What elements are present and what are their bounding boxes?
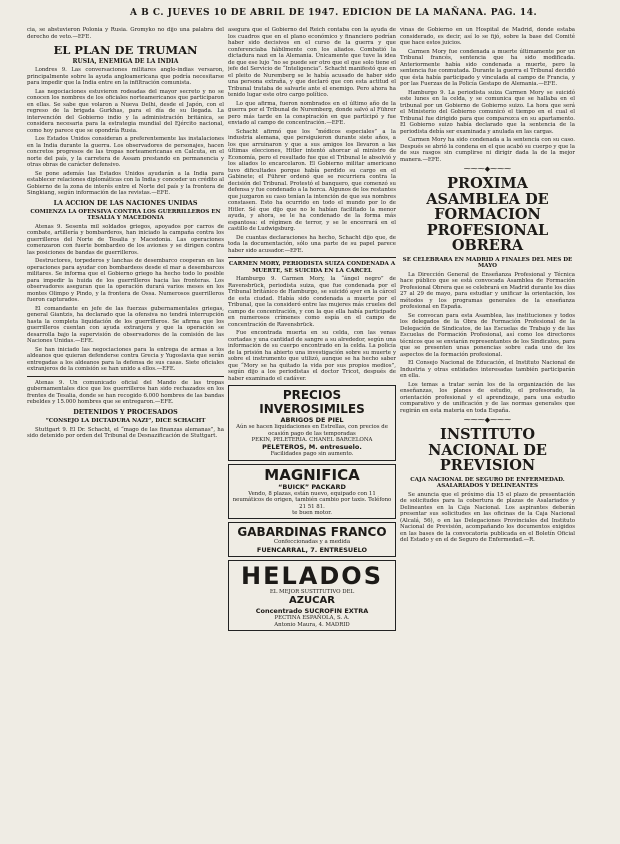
acc-paragraph: El comandante en jefe de las fuerzas gubernamentales griegas, general Giantzis, ha declarado que la ofensiva no tendrá interrupción hasta la completa liquidación de los guerrilleros. Se afirma que los guerrilleros cuentan con ayuda extranjera y que la operación se desarrolla bajo la supervisión de observadores de la comisión de las Naciones Unidas.—EFE. — [27, 305, 224, 345]
plan-paragraph: Londres 9. Las conversaciones militares anglo-indias versaron, principalmente sobre la ayuda angloamericana que podría necesitarse para impedir que la India entre en la infiltración comunista. — [27, 67, 224, 86]
ad-gabardinas-address: FUENCARRAL, 7. ENTRESUELO — [256, 546, 368, 555]
instituto-title: INSTITUTO NACIONAL DE PREVISION — [428, 426, 547, 475]
det-subtitle: “CONSEJO LA DICTADURA NAZI”, DICE SCHACHT — [45, 418, 206, 425]
plan-paragraph: Las negociaciones estuvieron rodeadas del mayor secreto y no se conocen los nombres de los oficiales norteamericanos que participaron en ellas. Se sabe que volaron a Nueva Delhi, desde el Japón, con el regreso de la brigada Gurkhas, para el día de su llegada. La intervención del Gobierno indio y la administración británica, se considera necesaria para la estrategia mundial del Ejército nacional, como hoy parece que se opondría Rusia. — [27, 88, 224, 134]
mory-paragraph: Hamburgo 9. Carmen Mory, la “ángel negro” de Ravensbrück, periodista suiza, que fue condenada por el Tribunal británico de Hamburgo, se suicidó ayer en la cárcel de esta ciudad. Había sido condenada a muerte por el Tribunal, que la consideró entre las mujeres más crueles del campo de concentración, y con la que ella había participado en numerosos crímenes como espía en el campo de concentración de Ravensbrück. — [228, 276, 396, 328]
acc-paragraph: Se han iniciado las negociaciones para la entrega de armas a los aldeanos que quieran defenderse contra Grecia y Yugoslavia que serán entregadas a los aldeanos para la defensa de sus casas. Siete oficiales extranjeros de la comisión se han unido a ellos.—EFE. — [27, 346, 224, 373]
ad-gabardinas — [228, 522, 396, 557]
plan-subtitle: RUSIA, ENEMIGA DE LA INDIA — [72, 58, 179, 65]
ad-precios-text2: PEKIN, PELETERIA. CHANEL BARCELONA — [251, 437, 373, 443]
ad-helados-sub: EL MEJOR SUSTITUTIVO DEL — [269, 589, 355, 596]
schacht-paragraph: Schacht afirmó que los “médicos especiales” a la industria alemana, que persiguieron durante siete años, a los que arruinaron y que a sus amigos los llevaron a las últimas elecciones, Hitler intentó ahorcar al ministro de Economía, pero el resultado fue que el Tribunal le absolvió y los aliados lo encarcelaron. El Gobierno militar americano tuvo dificultades porque había perdido su cargo en el Gabinete; el Führer ordenó que se recurriera contra la decisión del Tribunal. Protestó el banquero, que comenzó su defensa y fue condenado a la horca. Algunos de los restantes que juzgaron su caso tenían la intención de que sus nombres constasen. Esto ha ocurrido en todo el mundo por lo de Hitler. Sé que dijo que no le habían facilitado la menor ayuda, y ahora, se le ha condenado de la forma más espantosa: el régimen de terror, y se le encerrará en el castillo de Ludwigsburg. — [228, 128, 396, 232]
ornament-divider: ⁓⁓⁓◆⁓⁓⁓ — [463, 165, 512, 173]
divider — [27, 376, 224, 377]
page-header: A B C. JUEVES 10 DE ABRIL DE 1947. EDICION DE LA MAÑANA. PAG. 14. — [130, 8, 538, 18]
column-middle — [228, 27, 396, 837]
ad-helados-title: HELADOS — [241, 562, 383, 591]
asamblea-title: PROXIMA ASAMBLEA DE FORMACION PROFESIONAL OBRERA — [426, 175, 549, 254]
schacht-paragraph: De cuantas declaraciones ha hecho, Schacht dijo que, de toda la documentación, sólo una parte de su papel parece haber sido acusador.—EFE. — [228, 234, 396, 254]
ad-precios-sub: ABRIGOS DE PIEL — [280, 416, 344, 425]
asamblea-subtitle: SE CELEBRARA EN MADRID A FINALES DEL MES DE MAYO — [402, 256, 573, 270]
mory-paragraph: Fue encontrada muerta en su celda, con las venas cortadas y una cantidad de sangre a su alrededor, según una información de su cuerpo encontrado en la celda. La policía de la prisión ha abierto una investigación sobre su muerte y sobre el instrumento que utilizó, aunque se ha hecho saber que “Mory se ha quitado la vida por sus propios medios”, según dijo a los periodistas el doctor Tricot, después de haber examinado el cadáver. — [228, 330, 396, 382]
mory-cont-paragraph: Hamburgo 9. La periodista suiza Carmen Mory se suicidó este lunes en la celda, y se comunica que se hallaba en el tribunal por un Gobierno de Gobierno suizo. La hora que será el Ministerio del Gobierno comunicó el tiempo en el cual el Tribunal fue dirigido para que comparezca en su apartamento. El Gobierno suizo había declarado que la sentencia de la periodista debía ser examinada y anulada en las cargas. — [400, 89, 575, 135]
acc-paragraph: Atenas 9. Sesenta mil soldados griegos, apoyados por carros de combate, artillería y bombarderos, han iniciado la campaña contra los guerrilleros del Norte de Tesalia y Macedonia. Las operaciones comenzaron con fuerte bombardeo de los aviones y se dirigen contra las posiciones de bandas de guerrilleros. — [27, 223, 224, 256]
divider — [228, 257, 396, 258]
ad-magnifica-text2: te buen motor. — [292, 510, 332, 517]
ad-precios-note: Facilidades pago sin aumento. — [270, 451, 354, 458]
ad-helados-product: Concentrado SUCROFIN EXTRA — [255, 607, 369, 616]
ad-precios-text: Aún se hacen liquidaciones en Estrellas, con precios de ocasión pago de las temporadas — [236, 424, 388, 437]
ad-magnifica-title: MAGNIFICA — [264, 465, 360, 484]
ad-magnifica-text: Vendo, 8 plazas, están nuevo, equipado con 11 neumáticos de origen, también cambio por taxis. Teléfono 21 51 81. — [232, 490, 392, 510]
ad-precios-address: PELETEROS, M. entresuelo. — [262, 443, 362, 452]
lead-paragraph: cia, se abstuvieron Polonia y Rusia. Gromyko no dijo una palabra del derecho de veto.—EFE. — [27, 27, 224, 40]
acc-paragraph: Destructores, torpederos y lanchas de desembarco cooperan en las operaciones para ayudar con bombardeos desde el mar a desembarcos militares. Se informa que el Gobierno griego ha hecho todo lo posible para impedir la huida de los guerrilleros hacia las fronteras. Los observadores aseguran que la operación durará varios meses en los montes Olimpo y Pindo, y la frontera de Ossa. Numerosos guerrilleros fueron capturados. — [27, 258, 224, 304]
ad-helados-azucar: AZUCAR — [289, 595, 335, 607]
asamblea-paragraph: El Consejo Nacional de Educación, el Instituto Nacional de Industria y otras entidades interesadas también participarán en ella. — [400, 360, 575, 380]
schacht-paragraph: Lo que afirma, fueron nombrados en el último año de la guerra por el Tribunal de Nuremberg, donde salvó al Führer pero más tarde en la conspiración en que participó y fue enviado al campo de concentración.—EFE. — [228, 100, 396, 126]
ornament-divider: ⁓⁓⁓◆⁓⁓⁓ — [463, 416, 512, 425]
mory-cont-paragraph: Carmen Mory ha sido condenada a la sentencia con su caso. Después se abrió la condena en el que acabó su cuerpo y que la de sus rasgos sin cumplirse ni dirigir dada la de la mejor manera.—EFE. — [400, 137, 575, 163]
ad-magnifica-brand: “BUICK” PACKARD — [278, 482, 346, 491]
plan-paragraph: Se pone además las Estados Unidos ayudarán a la India para establecer relaciones diplomáticas con la India y conceder un crédito al Gobierno de la zona de interés entre el Norte del país y la frontera de Singkiang, según información de las revistas.—EFE. — [27, 170, 224, 196]
acc-subtitle: COMIENZA LA OFENSIVA CONTRA LOS GUERRILLEROS EN TESALIA Y MACEDONIA — [30, 208, 221, 222]
mory-cont-paragraph: vinas de Gobierno en un Hospital de Madrid, donde estaba considerado, es decir, así lo se fijó, sobre la base del Comité que hace estos juicios. — [400, 27, 575, 46]
det-paragraph: Stuttgart 9. El Dr. Schacht, el “mago de las finanzas alemanas”, ha sido detenido por orden del Tribunal de Desnazificación de Stuttgart. — [27, 426, 224, 440]
acc-paragraph: Atenas 9. Un comunicado oficial del Mando de las tropas gubernamentales dice que los guerrilleros han sido rechazados en los frentes de Tesalia, donde se han recogido 6.000 hombres de las bandas rebeldes y 15.000 hombres que se entregaron.—EFE. — [27, 379, 224, 406]
ad-helados — [228, 560, 396, 631]
ad-gabardinas-title: GABARDINAS FRANCO — [237, 525, 387, 540]
asamblea-paragraph: Los temas a tratar serán los de la organización de las enseñanzas, los planes de estudio, el profesorado, la orientación profesional y el aprendizaje, para una estudio comparativo y de unificación y de las normas generales que regirán en esta materia en toda España. — [400, 381, 575, 414]
column-right — [400, 27, 575, 837]
plan-title: EL PLAN DE TRUMAN — [53, 43, 198, 57]
ad-magnifica — [228, 464, 396, 520]
ad-precios — [228, 385, 396, 461]
det-title: DETENIDOS Y PROCESADOS — [73, 407, 178, 416]
ad-helados-address: Antonio Maura, 4. MADRID — [274, 621, 350, 628]
instituto-paragraph: Se anuncia que el próximo día 15 el plazo de presentación de solicitudes para la cobertura de plazas de Asalariados y Delineantes en la Caja Nacional. Los aspirantes deberán presentar sus solicitudes en las oficinas de la Caja Nacional (Alcalá, 56), o en las Delegaciones Provinciales del Instituto Nacional de Previsión, acompañando los documentos exigidos en las bases de la convocatoria publicada en el Boletín Oficial del Estado y en el de Seguro de Enfermedad.—R. — [400, 491, 575, 544]
mory-cont-paragraph: Carmen Mory fue condenada a muerte últimamente por un Tribunal francés, sentencia que ha sido modificada. Anteriormente había sido condenada a muerte, pero la sentencia fue conmutada. Durante la guerra el Tribunal decidió que ésta había participado y vinculada al campo de Francia, y por las Fuerzas de la Policía Gestapo de Alemania.—EFE. — [400, 48, 575, 87]
ad-gabardinas-sub: Confeccionadas y a medida — [273, 539, 351, 546]
ad-precios-title: PRECIOS INVEROSIMILES — [259, 388, 365, 417]
plan-paragraph: Los Estados Unidos consideran a preferentemente las instalaciones en la India durante la guerra. Los observadores de personajes, hacen concretos progresos de las tropas norteamericanas en Calcuta, en el norte del país, y la carretera de Assam prestando en permanencia y otras obras de carácter defensivo. — [27, 136, 224, 168]
instituto-subtitle: CAJA NACIONAL DE SEGURO DE ENFERMEDAD. ASALARIADOS Y DELINEANTES — [410, 476, 565, 490]
mory-title: CARMEN MORY, PERIODISTA SUIZA CONDENADA A MUERTE, SE SUICIDA EN LA CARCEL — [228, 261, 396, 274]
column-left — [27, 27, 224, 837]
asamblea-paragraph: Se convocan para esta Asamblea, las instituciones y todos los delegados de la Obra de Formación Profesional de la Delegación de Sindicatos, de las Escuelas de Trabajo y de las Escuelas de Formación Profesional, así como los directores técnicos que se enviarán representantes de los Sindicatos, para que se presenten unas ponencias sobre cada uno de los aspectos de la formación profesional. — [400, 312, 575, 358]
acc-title: LA ACCION DE LAS NACIONES UNIDAS — [53, 198, 198, 207]
schacht-paragraph: asegura que el Gobierno del Reich contaba con la ayuda de los cuadros que en el plano económico y financiero podrían haber sido decisivos en el curso de la guerra y que conferenciaba hábilmente con los aliados. Combatió la dictadura nazi en la Alemania. Únicamente que tuve la idea de que ese lujo “no se puede ser otro que el que solo tiene el jefe del Servicio de “Inteligencia”. Schacht manifestó que en el pleito de Nuremberg se le había acusado de haber sido una persona extraña, y que declaró que con esta actitud el Tribunal trataba de salvarle ante el enemigo. Pero ahora ha tenido lugar este otro cargo político. — [228, 27, 396, 98]
asamblea-paragraph: La Dirección General de Enseñanza Profesional y Técnica hace público que se está convocada Asamblea de Formación Profesional Obrera que se celebrará en Madrid durante los días 27 al 29 de mayo, para estudiar y unificar la orientación, los métodos y los programas generales de la enseñanza profesional en España. — [400, 271, 575, 311]
ad-helados-company: PECTINA ESPAÑOLA, S. A. — [274, 615, 350, 622]
